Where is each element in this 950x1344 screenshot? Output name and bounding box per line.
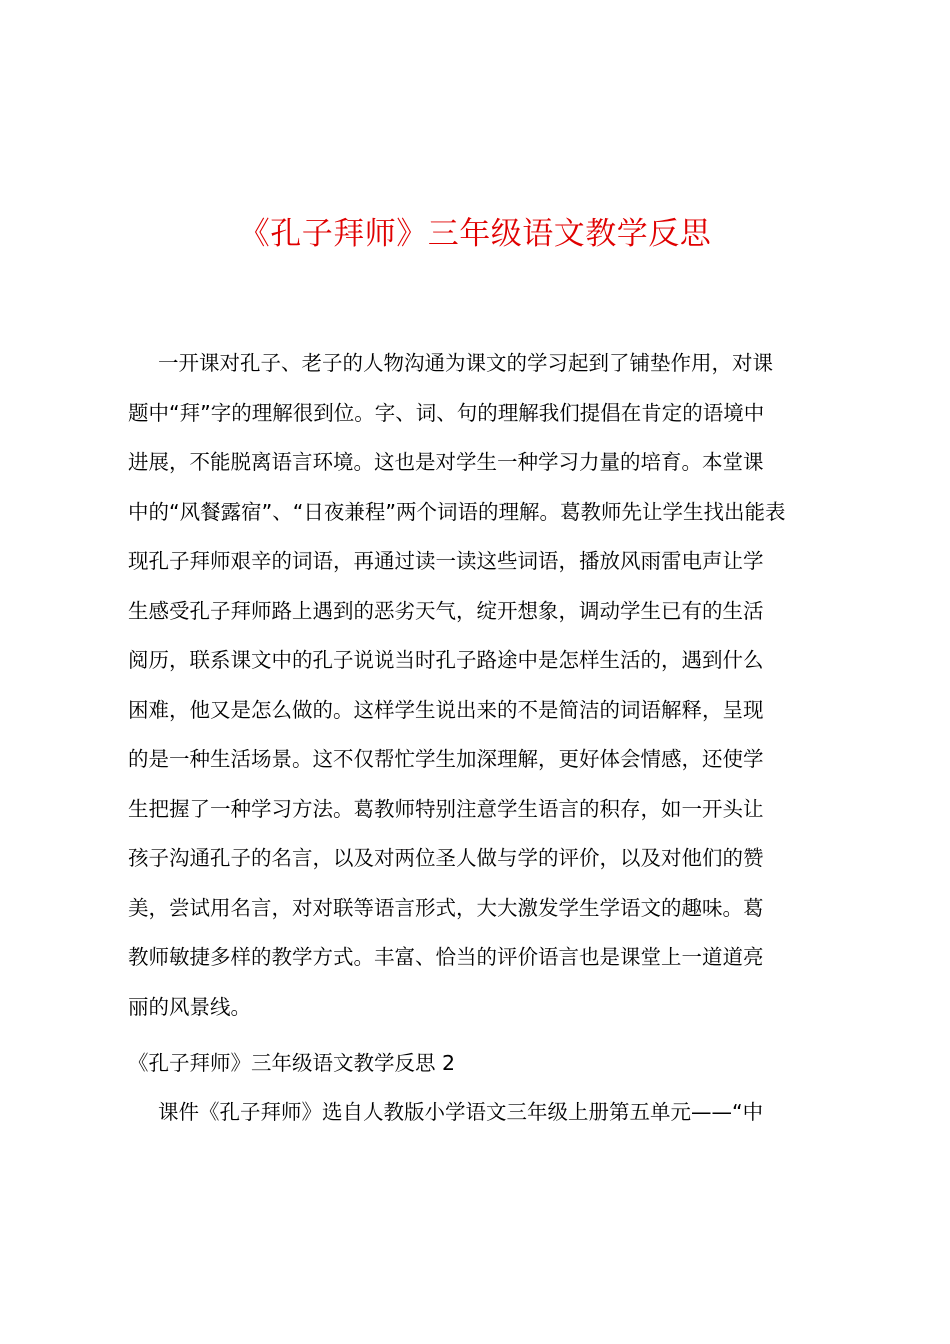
section-heading-2: 《孔子拜师》三年级语文教学反思 2 [128, 1051, 456, 1075]
paragraph-line: 题中“拜”字的理解很到位。字、词、句的理解我们提倡在肯定的语境中 [128, 400, 765, 425]
paragraph-line: 生把握了一种学习方法。葛教师特别注意学生语言的积存，如一开头让 [128, 796, 764, 821]
paragraph-line: 美，尝试用名言，对对联等语言形式，大大激发学生学语文的趣味。葛 [128, 895, 764, 920]
paragraph-line: 阅历，联系课文中的孔子说说当时孔子路途中是怎样生活的，遇到什么 [128, 648, 764, 672]
paragraph-line: 一开课对孔子、老子的人物沟通为课文的学习起到了铺垫作用，对课 [158, 351, 773, 375]
paragraph-line: 中的“风餐露宿”、“日夜兼程”两个词语的理解。葛教师先让学生找出能表 [128, 499, 786, 524]
paragraph-1 [128, 346, 828, 1039]
paragraph-line: 丽的风景线。 [128, 994, 251, 1019]
paragraph-2-line: 课件《孔子拜师》选自人教版小学语文三年级上册第五单元——“中 [158, 1100, 764, 1124]
document-title: 《孔子拜师》三年级语文教学反思 [238, 216, 712, 252]
paragraph-line: 困难，他又是怎么做的。这样学生说出来的不是简洁的词语解释，呈现 [128, 697, 764, 722]
paragraph-line: 现孔子拜师艰辛的词语，再通过读一读这些词语，播放风雨雷电声让学 [128, 549, 764, 573]
paragraph-line: 生感受孔子拜师路上遇到的恶劣天气，绽开想象，调动学生已有的生活 [128, 598, 764, 623]
paragraph-line: 孩子沟通孔子的名言，以及对两位圣人做与学的评价，以及对他们的赞 [128, 846, 764, 870]
paragraph-line: 进展，不能脱离语言环境。这也是对学生一种学习力量的培育。本堂课 [128, 450, 764, 474]
paragraph-line: 教师敏捷多样的教学方式。丰富、恰当的评价语言也是课堂上一道道亮 [128, 945, 764, 969]
paragraph-line: 的是一种生活场景。这不仅帮忙学生加深理解，更好体会情感，还使学 [128, 747, 764, 771]
